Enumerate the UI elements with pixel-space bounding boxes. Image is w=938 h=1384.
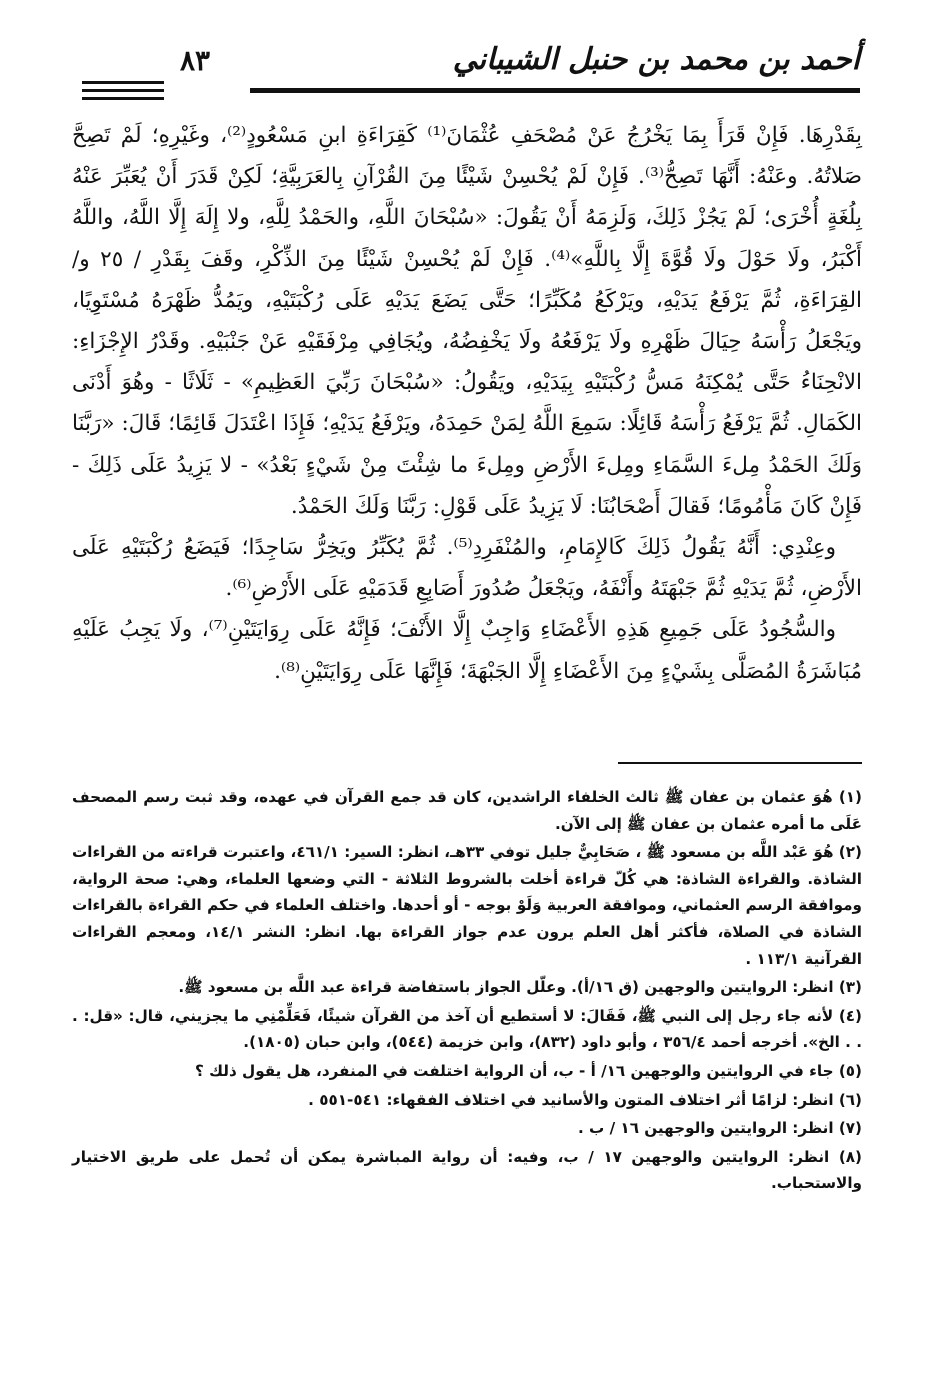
footnotes [72, 784, 862, 1199]
footnote-5: (٥) جاء في الروايتين والوجهين ١٦/ أ - ب، أن الرواية اختلفت في المنفرد، هل يقول ذلك ؟ [195, 1061, 862, 1080]
footnote-2: (٢) هُوَ عَبْد اللَّه بن مسعود ﷺ ، صَحَابِيٌّ جليل توفي ٣٣هـ، انظر: السير: ٤٦١/١، واعتبرت قراءته من القراءات الشاذة. والقراءة الشاذة: هي كُلّ قراءة أخلت بالشروط الثلاثة - التي وضعها العلماء، وهي: صحة الرواية، وموافقة الرسم العثماني، وموافقة العربية وَلَوْ بوجه - أو أحدها. واختلف العلماء في حكم القراءة بالقراءات الشاذة في الصلاة، فأكثر أهل العلم يرون عدم جواز القراءة بها. انظر: النشر ١٤/١، ومعجم القراءات القرآنية ١١٣/١ . [72, 843, 863, 968]
footnote-4: (٤) لأنه جاء رجل إلى النبي ﷺ، فَقَالَ: لا أستطيع أن آخذ من القرآن شيئًا، فَعَلِّمْنِي ما يجزيني، قال: «قل: . . . الخ». أخرجه أحمد ٣٥٦/٤ ، وأبو داود (٨٣٢)، وابن خزيمة (٥٤٤)، وابن حبان (١٨٠٥). [72, 1006, 862, 1052]
header-rule-left-bottom [82, 97, 164, 100]
footnote-7: (٧) انظر: الروايتين والوجهين ١٦ / ب . [577, 1119, 862, 1138]
body-paragraph-2: وعِنْدِي: أَنَّهُ يَقُولُ ذَلِكَ كَالإِمَامِ، والمُنْفَرِدِ⁽⁵⁾. ثُمَّ يُكَبِّرُ ويَخِرُّ سَاجِدًا؛ فَيَضَعُ رُكْبَتَيْهِ عَلَى الأَرْضِ، ثُمَّ يَدَيْهِ ثُمَّ جَبْهَتَهُ وأَنْفَهُ، ويَجْعَلُ صُدُورَ أَصَابِعِ قَدَمَيْهِ عَلَى الأَرْضِ⁽⁶⁾. [72, 535, 862, 602]
body-paragraph-3: والسُّجُودُ عَلَى جَمِيعِ هَذِهِ الأَعْضَاءِ وَاجِبٌ إِلَّا الأَنْفَ؛ فَإِنَّهُ عَلَى رِوَايَتَيْنِ⁽⁷⁾، ولَا يَجِبُ عَلَيْهِ مُبَاشَرَةُ المُصَلَّى بِشَيْءٍ مِنَ الأَعْضَاءِ إِلَّا الجَبْهَةَ؛ فَإِنَّهَا عَلَى رِوَايَتَيْنِ⁽⁸⁾. [72, 617, 862, 684]
footnote-1: (١) هُوَ عثمان بن عفان ﷺ ثالث الخلفاء الراشدين، كان قد جمع القرآن في عهده، وقد ثبت رسم المصحف عَلَى ما أمره عثمان بن عفان ﷺ إلى الآن. [72, 788, 862, 833]
page-header [70, 42, 860, 100]
footnote-3: (٣) انظر: الروايتين والوجهين (ق ١٦/أ). وعلّل الجواز باستفاضة قراءة عبد اللَّه بن مسعود ﷺ. [178, 978, 862, 997]
footnote-8: (٨) انظر: الروايتين والوجهين ١٧ / ب، وفيه: أن رواية المباشرة يمكن أن تُحمل على طريق الاختيار والاستحباب. [72, 1147, 862, 1193]
page-number: ٨٣ [180, 44, 211, 77]
body-paragraph-1: بِقَدْرِهَا. فَإِنْ قَرَأَ بِمَا يَخْرُجُ عَنْ مُصْحَفِ عُثْمَانَ⁽¹⁾ كَقِرَاءَةِ ابنِ مَسْعُودٍ⁽²⁾، وغَيْرِهِ؛ لَمْ تَصِحَّ صَلاتُهُ. وعَنْهُ: أَنَّهَا تَصِحُّ⁽³⁾. فَإِنْ لَمْ يُحْسِنْ شَيْئًا مِنَ القُرْآنِ بِالعَرَبِيَّةِ؛ لَكِنْ قَدَرَ أَنْ يُعَبِّرَ عَنْهُ بِلُغَةٍ أُخْرَى؛ لَمْ يَجُزْ ذَلِكَ، وَلَزِمَهُ أَنْ يَقُولَ: «سُبْحَانَ اللَّهِ، والحَمْدُ لِلَّهِ، ولا إِلَهَ إِلَّا اللَّهُ، واللَّهُ أَكْبَرُ، ولَا حَوْلَ ولَا قُوَّةَ إِلَّا بِاللَّهِ»⁽⁴⁾. فَإِنْ لَمْ يُحْسِنْ شَيْئًا مِنَ الذِّكْرِ، وقَفَ بِقَدْرِ / ٢٥ و/ القِرَاءَةِ، ثُمَّ يَرْفَعُ يَدَيْهِ، ويَرْكَعُ مُكَبِّرًا؛ حَتَّى يَضَعَ يَدَيْهِ عَلَى رُكْبَتَيْهِ، ويَمُدُّ ظَهْرَهُ مُسْتَوِيًا، ويَجْعَلُ رَأْسَهُ حِيَالَ ظَهْرِهِ ولَا يَرْفَعُهُ ولَا يَخْفِضُهُ، ويُجَافِي مِرْفَقَيْهِ عَنْ جَنْبَيْهِ. وقَدْرُ الإِجْزَاءِ: الانْحِنَاءُ حَتَّى يُمْكِنَهُ مَسُّ رُكْبَتَيْهِ بِيَدَيْهِ، ويَقُولُ: «سُبْحَانَ رَبِّيَ العَظِيمِ» - ثَلَاثًا - وهُوَ أَدْنَى الكَمَالِ. ثُمَّ يَرْفَعُ رَأْسَهُ قَائِلًا: سَمِعَ اللَّهُ لِمَنْ حَمِدَهُ، ويَرْفَعُ يَدَيْهِ؛ فَإِذَا اعْتَدَلَ قَائِمًا؛ قَالَ: «رَبَّنَا وَلَكَ الحَمْدُ مِلءَ السَّمَاءِ ومِلءَ الأَرْضِ ومِلءَ ما شِئْتَ مِنْ شَيْءٍ بَعْدُ» - لا يَزِيدُ عَلَى ذَلِكَ - فَإِنْ كَانَ مَأْمُومًا؛ فَقالَ أَصْحَابُنَا: لَا يَزِيدُ عَلَى قَوْلِ: رَبَّنَا وَلَكَ الحَمْدُ. [72, 123, 863, 519]
header-rule-left-top [82, 81, 164, 84]
header-rule [250, 88, 860, 93]
footnote-separator [618, 762, 862, 764]
footnote-6: (٦) انظر: لزامًا أثر اختلاف المتون والأسانيد في اختلاف الفقهاء: ٥٤١-٥٥١ . [308, 1090, 862, 1109]
running-title: أحمد بن محمد بن حنبل الشيباني [452, 42, 860, 77]
header-rule-left-middle [82, 89, 164, 92]
main-text [72, 115, 862, 692]
